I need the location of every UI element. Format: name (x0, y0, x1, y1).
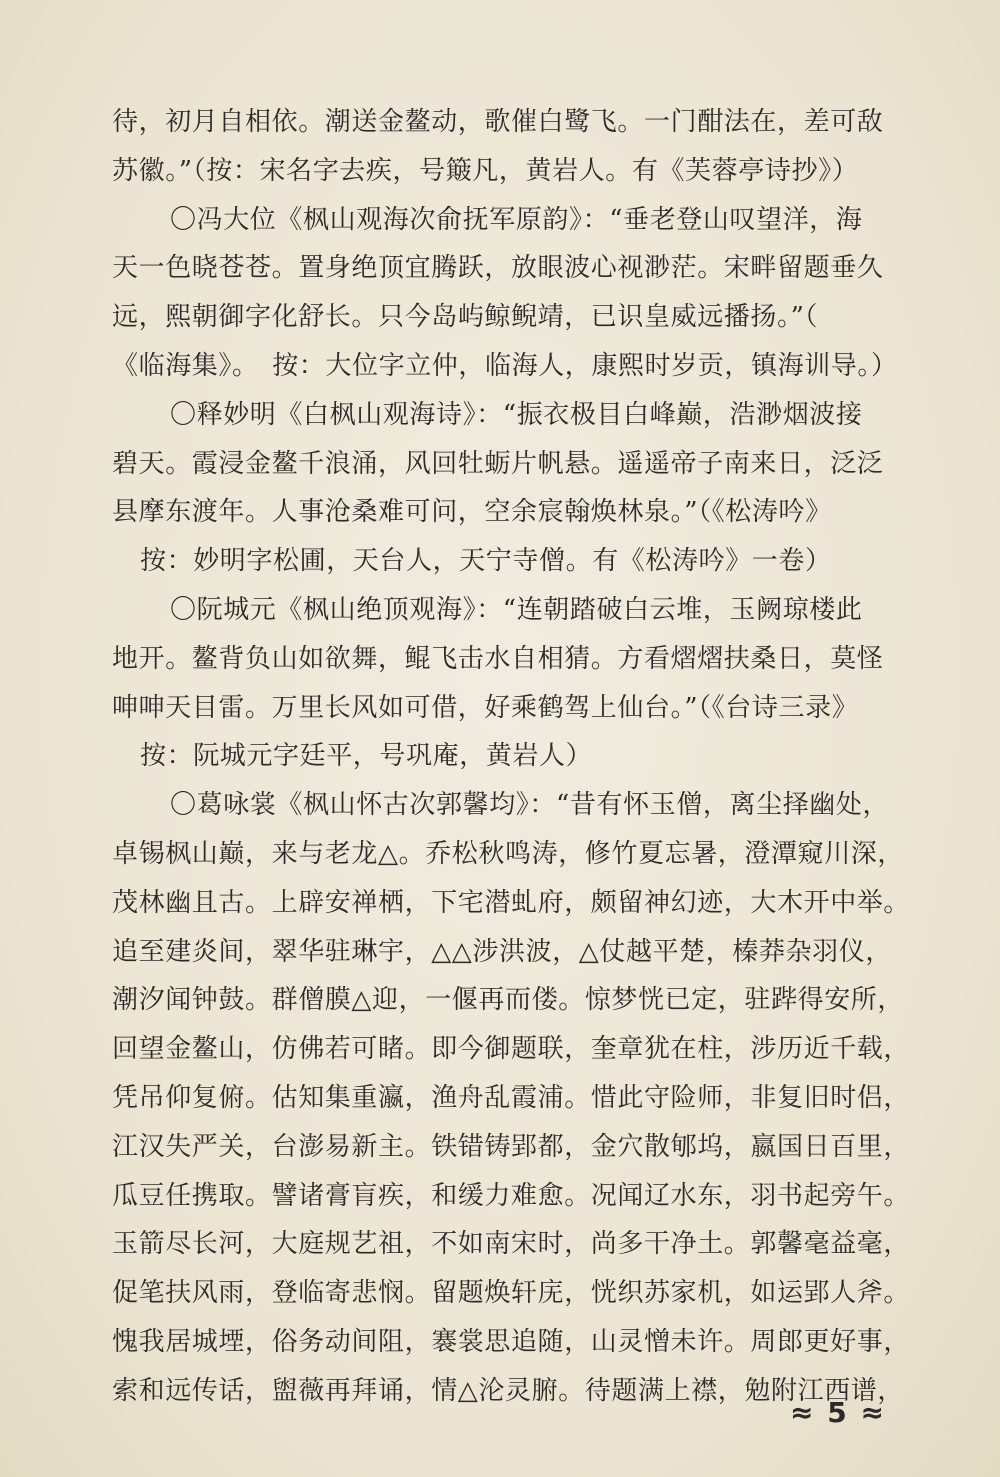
text-line: 回望金鳌山，仿佛若可睹。即今御题联，奎章犹在柱，涉历近千载， (112, 1034, 911, 1065)
page-number: ≈ 5 ≈ (790, 1396, 886, 1429)
text-line: 促笔扶风雨，登临寄悲悯。留题焕轩庑，恍织苏家机，如运郢人斧。 (112, 1278, 911, 1309)
text-line: 瓜豆任携取。譬诸膏肓疾，和缓力难愈。况闻辽水东，羽书起旁午。 (112, 1180, 911, 1211)
body-text (112, 98, 912, 1416)
text-line: 苏徽。”（按：宋名字去疾，号簸凡，黄岩人。有《芙蓉亭诗抄》） (112, 155, 859, 186)
text-line: 远，熙朝御字化舒长。只今岛屿鲸鲵靖，已识皇威远播扬。”（ (112, 302, 819, 333)
text-line: 碧天。霞浸金鳌千浪涌，风回牡蛎片帆悬。遥遥帝子南来日，泛泛 (112, 448, 884, 479)
text-line: 茂林幽且古。上辟安禅栖，下宅潜虬府，颇留神幻迹，大木开中举。 (112, 887, 911, 918)
text-line: 〇阮城元《枫山绝顶观海》：“连朝踏破白云堆，玉阙琼楼此 (170, 594, 863, 625)
text-line: 呻呻天目雷。万里长风如可借，好乘鹤驾上仙台。”（《台诗三录》 (112, 692, 859, 723)
text-line: 卓锡枫山巅，来与老龙△。乔松秋鸣涛，修竹夏忘暑，澄潭窥川深， (112, 838, 904, 869)
text-line: 追至建炎间，翠华驻琳宇，△△涉洪波，△仗越平楚，榛莽杂羽仪， (112, 936, 892, 967)
text-line: 县摩东渡年。人事沧桑难可问，空余宸翰焕林泉。”（《松涛吟》 (112, 497, 832, 528)
text-line: 玉箭尽长河，大庭规艺祖，不如南宋时，尚多干净土。郭馨毫益毫， (112, 1229, 911, 1260)
text-line: 索和远传话，盥薇再拜诵，情△沦灵腑。待题满上襟，勉附江西谱， (112, 1375, 904, 1406)
text-line: 凭吊仰复俯。估知集重瀛，渔舟乱霞浦。惜此守险师，非复旧时侣， (112, 1082, 911, 1113)
text-line: 待，初月自相依。潮送金鳌动，歌催白鹭飞。一门酣法在，差可敌 (112, 107, 884, 137)
text-line: 《临海集》。 按：大位字立仲，临海人，康熙时岁贡，镇海训导。） (112, 350, 898, 381)
text-line: 江汉失严关，台澎易新主。铁错铸郢都，金穴散郇坞，嬴国日百里， (112, 1131, 911, 1162)
text-line: 〇葛咏裳《枫山怀古次郭馨均》：“昔有怀玉僧，离尘择幽处， (170, 790, 890, 821)
text-line: 天一色晓苍苍。置身绝顶宜腾跃，放眼波心视渺茫。宋畔留题垂久 (112, 253, 884, 284)
text-line: 按：阮城元字廷平，号巩庵，黄岩人） (140, 741, 593, 772)
text-line: 地开。鳌背负山如欲舞，鲲飞击水自相猜。方看熠熠扶桑日，莫怪 (112, 643, 884, 674)
text-line: 愧我居城堙，俗务动间阻，褰裳思追随，山灵憎未许。周郎更好事， (112, 1326, 911, 1357)
text-line: 潮汐闻钟鼓。群僧膜△迎，一偃再而偻。惊梦恍已定，驻跸得安所， (112, 985, 904, 1016)
text-line: 〇释妙明《白枫山观海诗》：“振衣极目白峰巅，浩渺烟波接 (170, 399, 863, 430)
text-line: 〇冯大位《枫山观海次俞抚军原韵》：“垂老登山叹望洋，海 (170, 204, 863, 235)
text-line: 按：妙明字松圃，天台人，天宁寺僧。有《松涛吟》一卷） (140, 546, 832, 577)
